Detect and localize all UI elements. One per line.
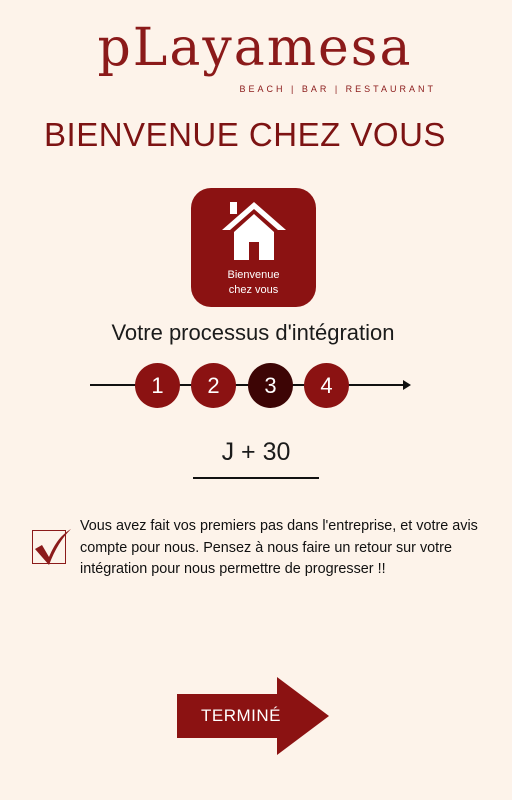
process-title: Votre processus d'intégration <box>111 320 395 345</box>
step-3[interactable]: 3 <box>248 363 293 408</box>
house-icon <box>220 198 288 262</box>
home-tile-caption-line2: chez vous <box>228 284 279 296</box>
feedback-checkbox[interactable] <box>32 530 66 564</box>
timeline-arrow-icon <box>403 380 411 390</box>
brand-tagline: BEACH | BAR | RESTAURANT <box>239 84 436 94</box>
home-tile-caption-line1: Bienvenue <box>227 269 280 281</box>
done-button[interactable] <box>177 677 329 755</box>
feedback-message: Vous avez fait vos premiers pas dans l'entreprise, et votre avis compte pour nous. Pensez à nous faire un retour sur votre intégration pour nous permettre de progresser !! <box>80 518 478 577</box>
home-tile-caption <box>228 268 280 298</box>
step-1[interactable]: 1 <box>135 363 180 408</box>
checkmark-icon <box>31 523 73 569</box>
day-label: J + 30 <box>193 438 319 479</box>
step-4[interactable]: 4 <box>304 363 349 408</box>
process-steps <box>90 360 415 410</box>
home-tile[interactable] <box>191 188 316 307</box>
step-2[interactable]: 2 <box>191 363 236 408</box>
page-title: BIENVENUE CHEZ VOUS <box>44 116 446 153</box>
brand-logo: pLayamesa <box>97 18 413 78</box>
done-button-label: TERMINÉ <box>201 706 281 725</box>
